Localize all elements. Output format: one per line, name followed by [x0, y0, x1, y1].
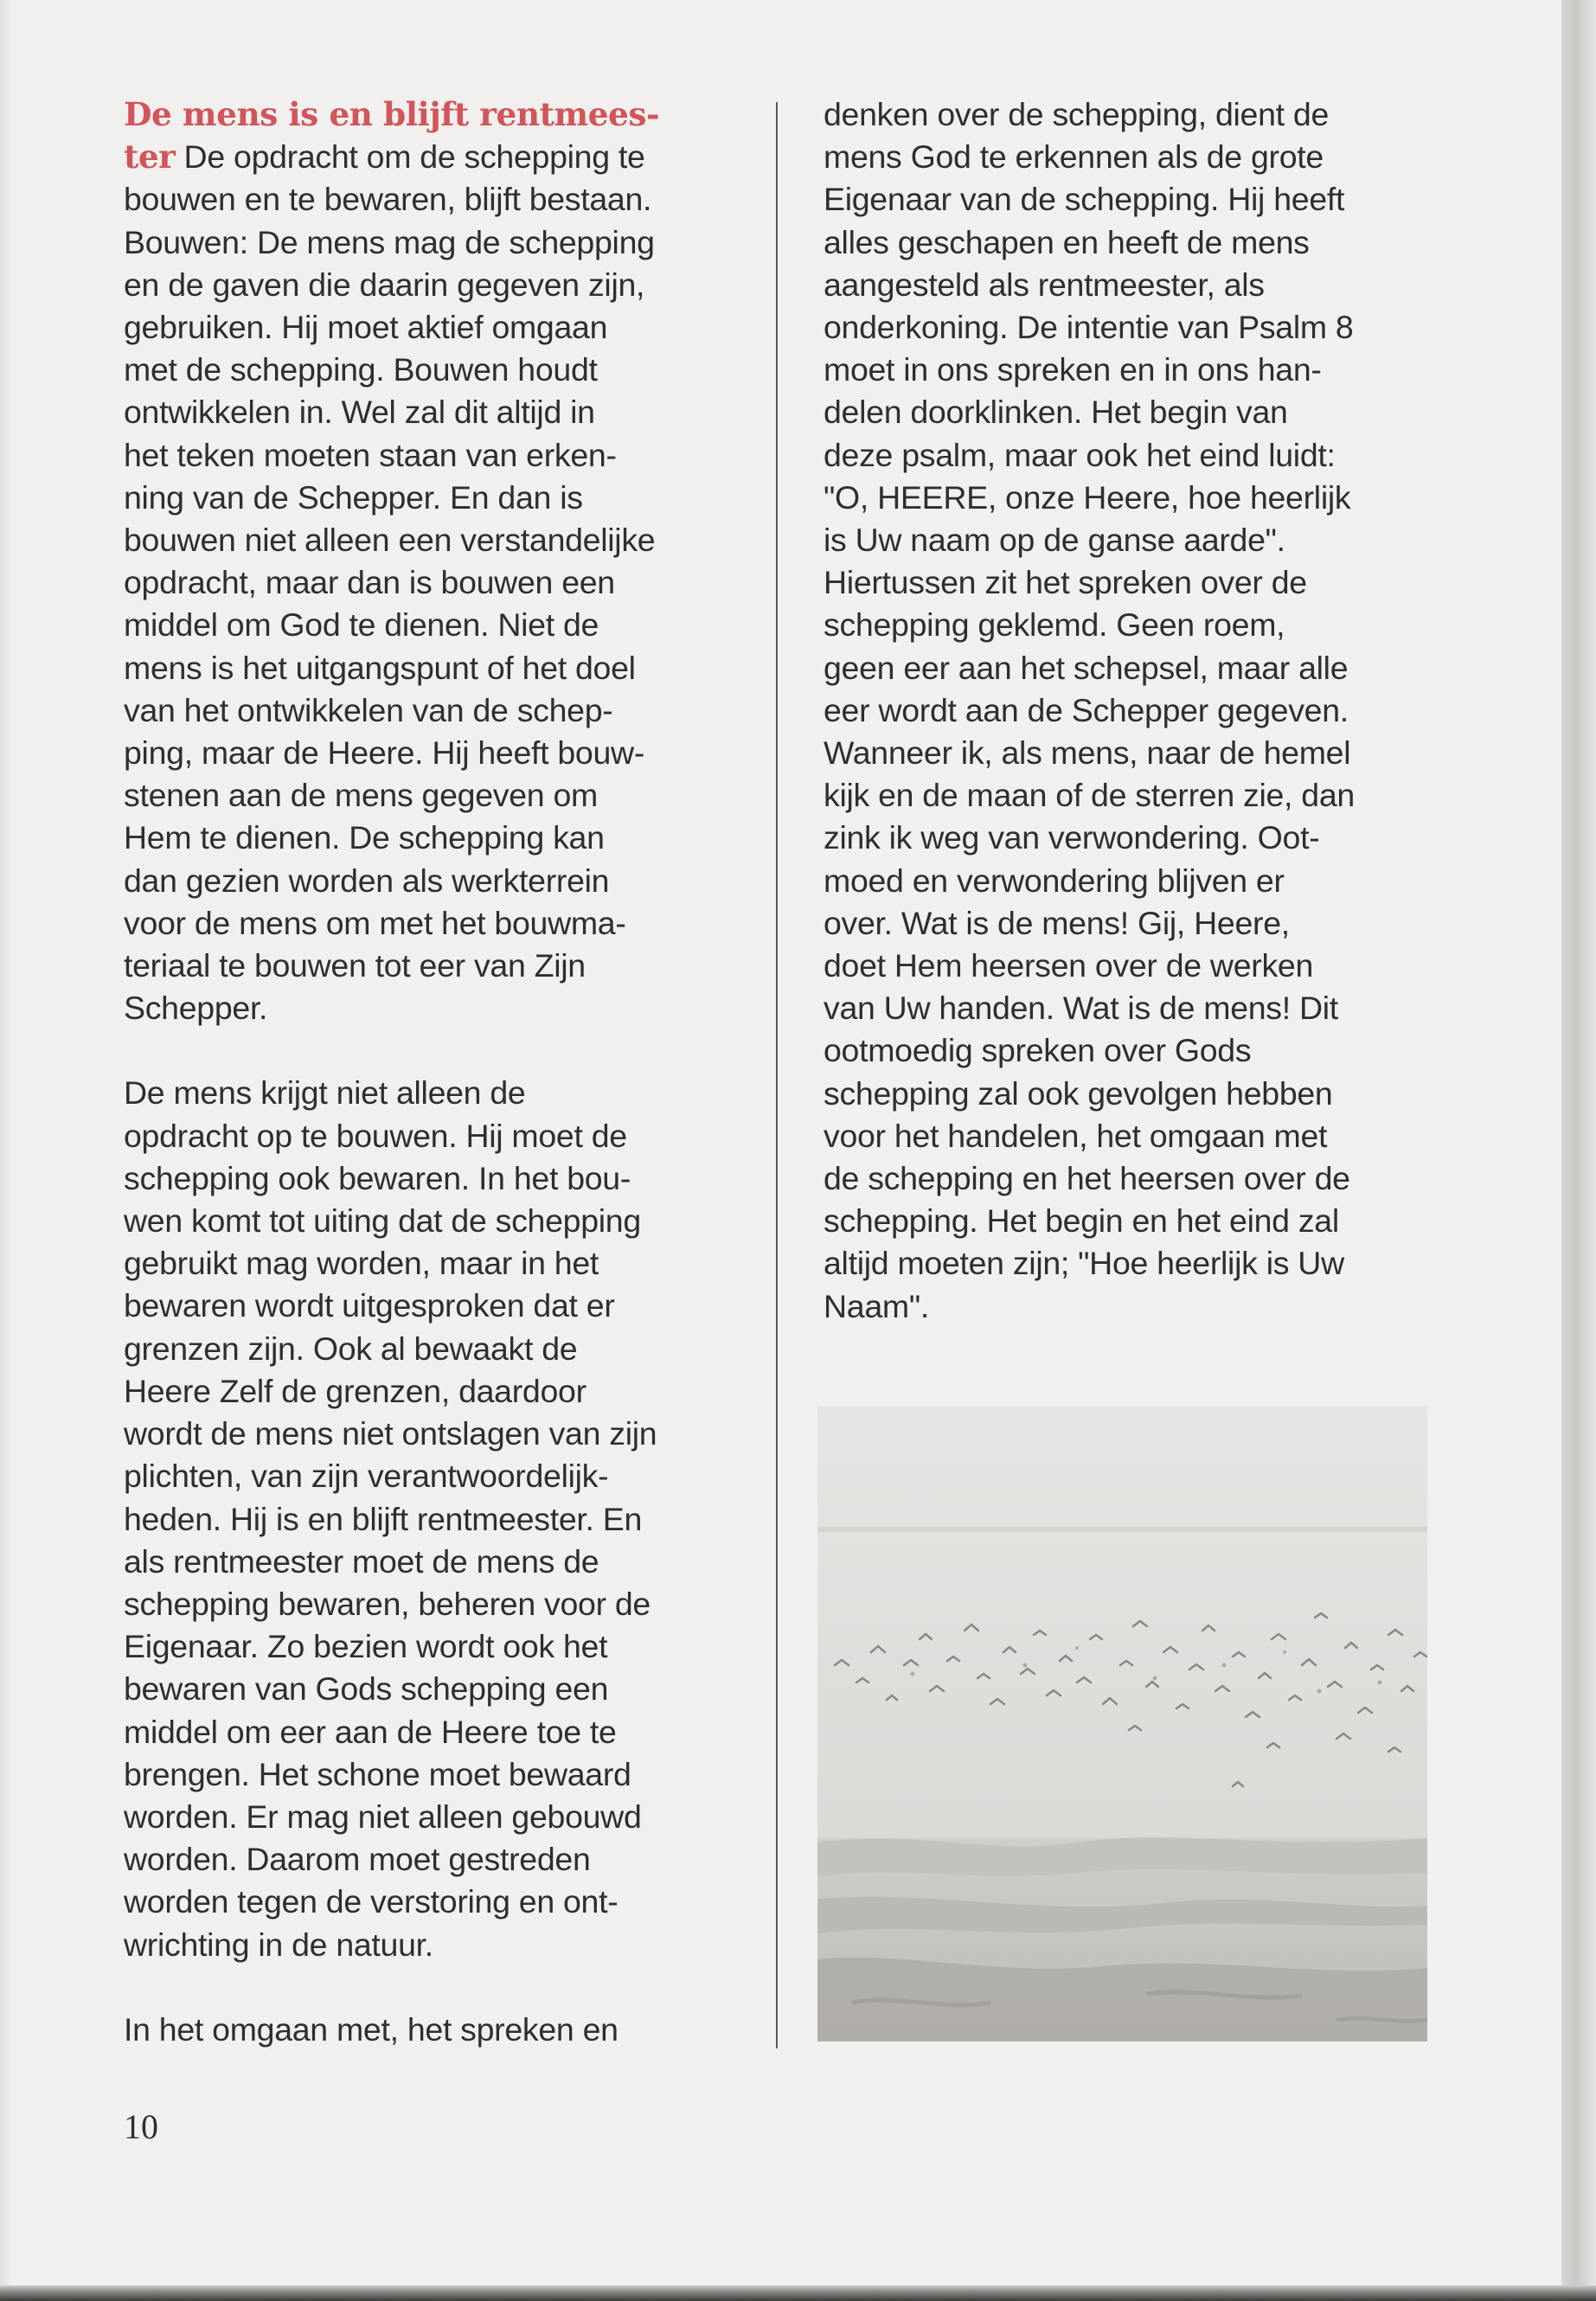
left-paragraph-1-text: De opdracht om de schepping te bouwen en te bewaren, blijft bestaan. Bouwen: De mens mag de schepping en de gaven die daarin gegeven zijn, gebruiken. Hij moet aktief omgaan met de schepping. Bouwen houdt ontwikkelen in. Wel zal dit altijd in het teken moeten staan van erken- ning van de Schepper. En dan is bouwen niet alleen een verstandelijke opdracht, maar dan is bouwen een middel om God te dienen. Niet de mens is het uitgangspunt of het doel van het ontwikkelen van de schep- ping, maar de Heere. Hij heeft bouw- stenen aan de mens gegeven om Hem te dienen. De schepping kan dan gezien worden als werkterrein voor de mens om met het bouwma- teriaal te bouwen tot eer van Zijn Schepper.: [124, 138, 656, 1027]
page-number: 10: [124, 2107, 158, 2146]
right-paragraph-1: denken over de schepping, dient de mens God te erkennen als de grote Eigenaar van de schepping. Hij heeft alles geschapen en heeft de mens aangesteld als rentmeester, als onderkoning. De intentie van Psalm 8 moet in ons spreken en in ons han- delen doorklinken. Het begin van deze psalm, maar ook het eind luidt: "O, HEERE, onze Heere, hoe heerlijk is Uw naam op de ganse aarde". Hiertussen zit het spreken over de schepping geklemd. Geen roem, geen eer aan het schepsel, maar alle eer wordt aan de Schepper gegeven. Wanneer ik, als mens, naar de hemel kijk en de maan of de sterren zie, dan zink ik weg van verwondering. Oot- moed en verwondering blijven er over. Wat is de mens! Gij, Heere, doet Hem heersen over de werken van Uw handen. Wat is de mens! Dit ootmoedig spreken over Gods schepping zal ook gevolgen hebben voor het handelen, het omgaan met de schepping en het heersen over de schepping. Het begin en het eind zal altijd moeten zijn; "Hoe heerlijk is Uw Naam".: [824, 96, 1355, 1324]
left-paragraph-1: [124, 93, 747, 1029]
column-divider: [776, 102, 778, 2048]
birds-over-water-photo: [817, 1406, 1427, 2041]
scan-left-edge: [0, 0, 12, 2301]
scan-bottom-edge: [0, 2285, 1596, 2301]
left-paragraph-2: De mens krijgt niet alleen de opdracht op te bouwen. Hij moet de schepping ook bewaren. In het bou- wen komt tot uiting dat de schepping gebruikt mag worden, maar in het bewaren wordt uitgesproken dat er grenzen zijn. Ook al bewaakt de Heere Zelf de grenzen, daardoor wordt de mens niet ontslagen van zijn plichten, van zijn verantwoordelijk- heden. Hij is en blijft rentmeester. En als rentmeester moet de mens de schepping bewaren, beheren voor de Eigenaar. Zo bezien wordt ook het bewaren van Gods schepping een middel om eer aan de Heere toe te brengen. Het schone moet bewaard worden. Er mag niet alleen gebouwd worden. Daarom moet gestreden worden tegen de verstoring en ont- wrichting in de natuur.: [124, 1074, 657, 1963]
scan-right-edge: [1561, 0, 1596, 2301]
left-column: [124, 93, 747, 2051]
right-column: [824, 93, 1446, 1328]
section-heading: De mens is en blijft rentmees- ter: [124, 95, 660, 176]
left-paragraph-3: In het omgaan met, het spreken en: [124, 2010, 619, 2048]
